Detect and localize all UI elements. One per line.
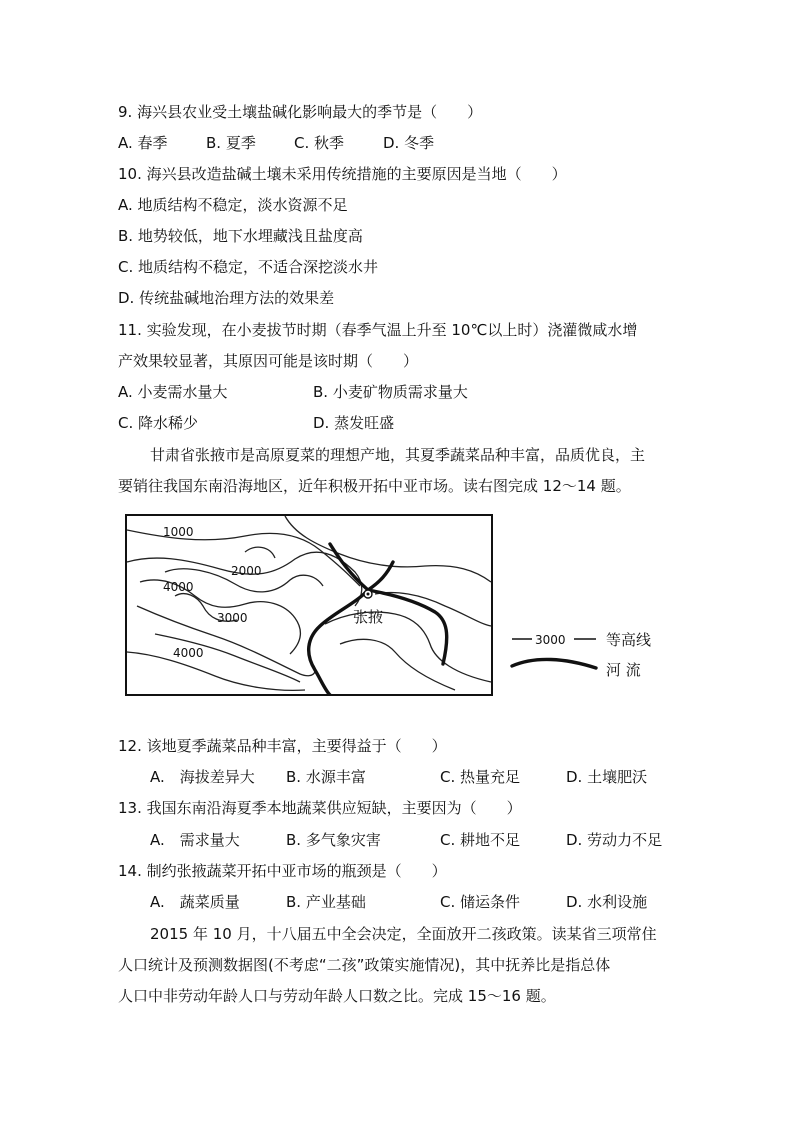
q13-option-c: C. 耕地不足: [440, 831, 521, 849]
question-12-stem: 12. 该地夏季蔬菜品种丰富，主要得益于（ ）: [118, 737, 447, 755]
contour-label: 3000: [217, 611, 248, 625]
q14-option-c: C. 储运条件: [440, 893, 521, 911]
q12-option-d: D. 土壤肥沃: [566, 768, 648, 786]
q14-option-b: B. 产业基础: [286, 893, 366, 911]
intro-population-line3: 人口中非劳动年龄人口与劳动年龄人口数之比。完成 15～16 题。: [118, 987, 556, 1005]
q11-option-a: A. 小麦需水量大: [118, 383, 228, 401]
city-label: 张掖: [353, 608, 384, 626]
q14-option-a: A. 蔬菜质量: [150, 893, 240, 911]
q11-option-c: C. 降水稀少: [118, 414, 199, 432]
q11-option-d: D. 蒸发旺盛: [313, 414, 395, 432]
q9-option-b: B. 夏季: [206, 134, 256, 152]
intro-population-line1: 2015 年 10 月，十八届五中全会决定，全面放开二孩政策。读某省三项常住: [150, 925, 657, 943]
question-14-stem: 14. 制约张掖蔬菜开拓中亚市场的瓶颈是（ ）: [118, 862, 447, 880]
q14-option-d: D. 水利设施: [566, 893, 648, 911]
q9-option-d: D. 冬季: [383, 134, 435, 152]
q13-option-b: B. 多气象灾害: [286, 831, 381, 849]
contour-label: 4000: [163, 580, 194, 594]
intro-zhangye-line2: 要销往我国东南沿海地区，近年积极开拓中亚市场。读右图完成 12～14 题。: [118, 477, 631, 495]
question-10-stem: 10. 海兴县改造盐碱土壤未采用传统措施的主要原因是当地（ ）: [118, 165, 567, 183]
legend-river-label: 河 流: [606, 661, 641, 679]
map-legend-symbols: [510, 628, 600, 676]
q12-option-b: B. 水源丰富: [286, 768, 366, 786]
contour-label: 1000: [163, 525, 194, 539]
q13-option-d: D. 劳动力不足: [566, 831, 663, 849]
q10-option-c: C. 地质结构不稳定，不适合深挖淡水井: [118, 258, 379, 276]
contour-label: 4000: [173, 646, 204, 660]
q10-option-b: B. 地势较低，地下水埋藏浅且盐度高: [118, 227, 363, 245]
question-11-stem-line2: 产效果较显著，其原因可能是该时期（ ）: [118, 352, 419, 370]
q12-option-a: A. 海拔差异大: [150, 768, 255, 786]
q13-option-a: A. 需求量大: [150, 831, 240, 849]
q10-option-a: A. 地质结构不稳定，淡水资源不足: [118, 196, 348, 214]
legend-contour-label: 等高线: [606, 631, 652, 649]
q9-option-c: C. 秋季: [294, 134, 345, 152]
intro-population-line2: 人口统计及预测数据图(不考虑“二孩”政策实施情况)，其中抚养比是指总体: [118, 956, 611, 974]
q12-option-c: C. 热量充足: [440, 768, 521, 786]
question-9-stem: 9. 海兴县农业受土壤盐碱化影响最大的季节是（ ）: [118, 103, 483, 121]
contour-map: [125, 514, 493, 696]
q9-option-a: A. 春季: [118, 134, 168, 152]
question-11-stem-line1: 11. 实验发现，在小麦拔节时期（春季气温上升至 10℃以上时）浇灌微咸水增: [118, 321, 638, 339]
legend-contour-value: 3000: [535, 633, 566, 647]
question-13-stem: 13. 我国东南沿海夏季本地蔬菜供应短缺，主要因为（ ）: [118, 799, 522, 817]
q10-option-d: D. 传统盐碱地治理方法的效果差: [118, 289, 335, 307]
contour-label: 2000: [231, 564, 262, 578]
intro-zhangye-line1: 甘肃省张掖市是高原夏菜的理想产地，其夏季蔬菜品种丰富，品质优良，主: [150, 446, 646, 464]
q11-option-b: B. 小麦矿物质需求量大: [313, 383, 468, 401]
